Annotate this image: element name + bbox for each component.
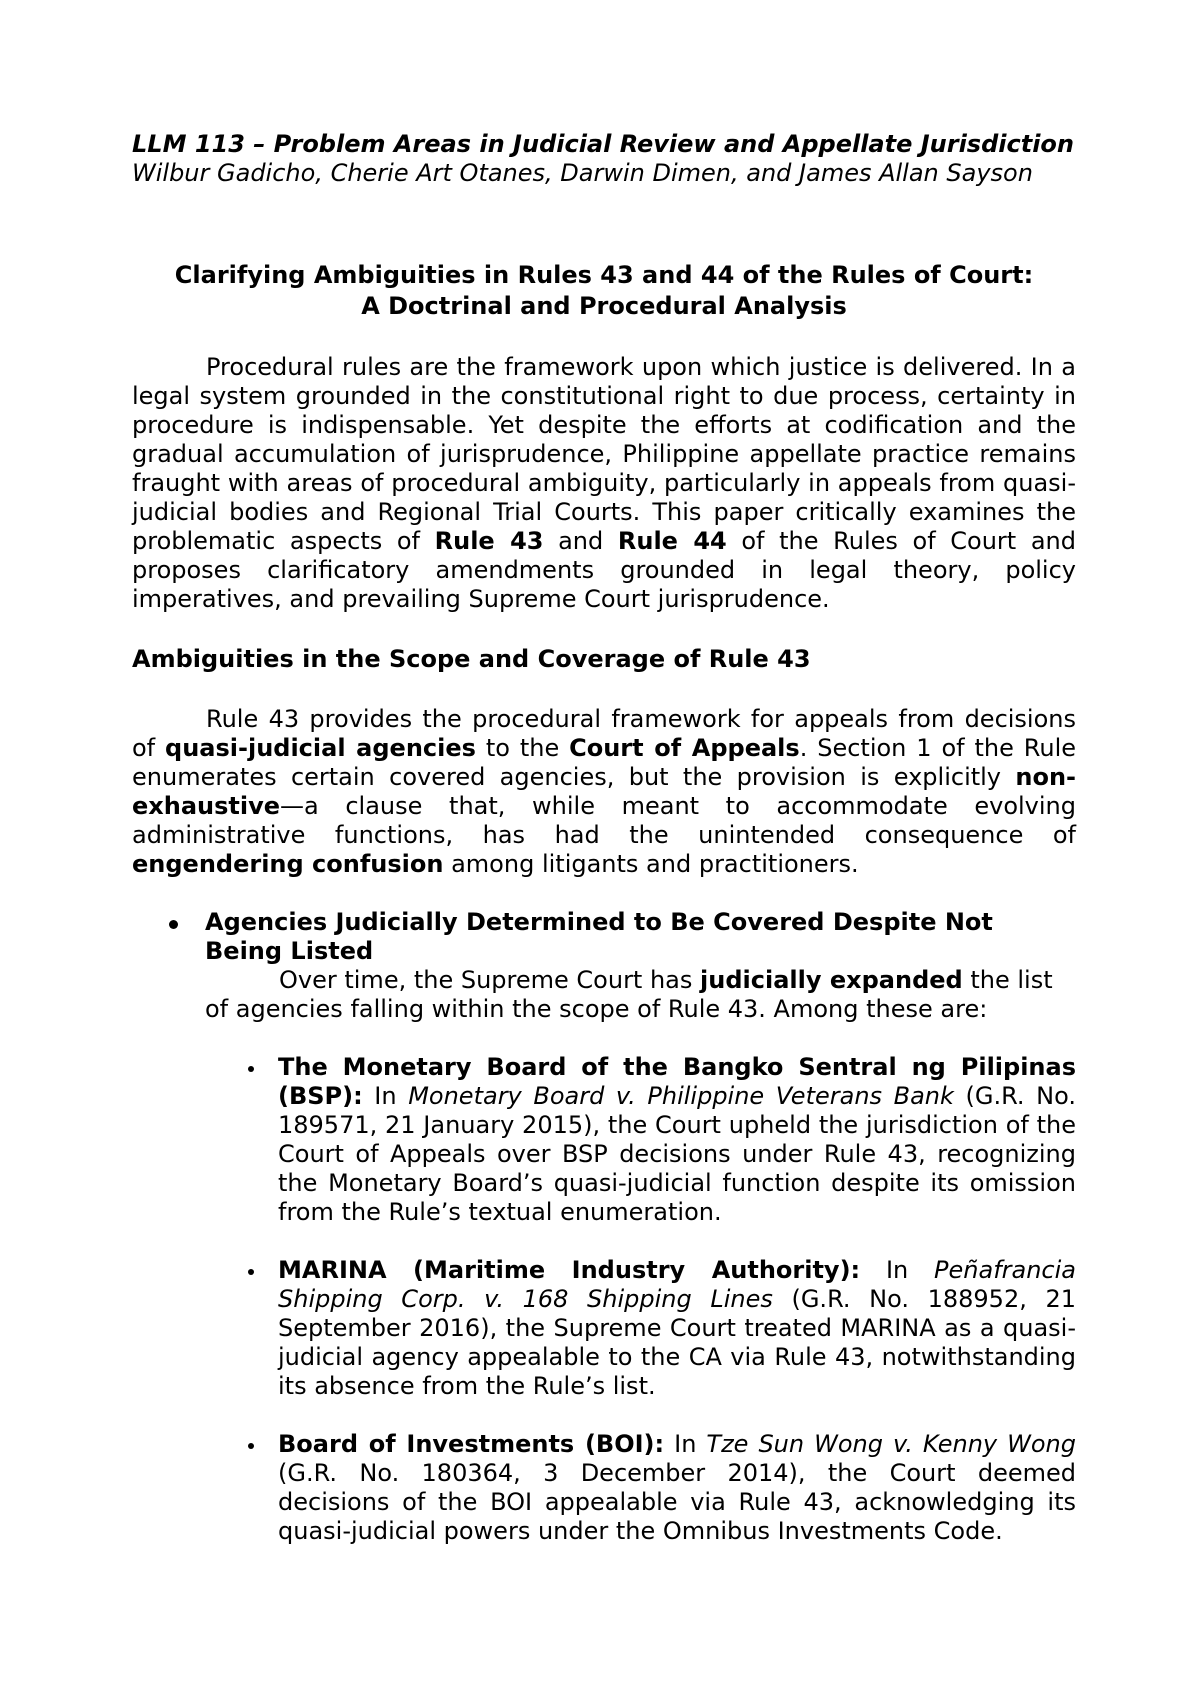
section-heading: Ambiguities in the Scope and Coverage of Rule 43 (132, 645, 811, 673)
intro-text-2: and (543, 527, 618, 555)
paper-title (132, 260, 1076, 322)
section-text-1: Rule 43 provides the procedural framework for appeals from decisions of (132, 705, 1076, 762)
case-name: Monetary Board v. Philippine Veterans Bank (408, 1082, 954, 1110)
paper-title-line-2: A Doctrinal and Procedural Analysis (361, 292, 847, 320)
intro-bold-rule44: Rule 44 (617, 527, 727, 555)
bullet-text-2: the list of agencies falling within the scope of Rule 43. Among these are: (205, 966, 1053, 1023)
sub-bullet-dot-icon (248, 1269, 254, 1275)
agency-name: The Monetary Board of the Bangko Sentral ng Pilipinas (BSP): (278, 1053, 1076, 1110)
agency-text-1: In (664, 1430, 707, 1458)
bullet-dot-icon (169, 920, 178, 929)
agency-text-2: (G.R. No. 188952, 21 September 2016), the Supreme Court treated MARINA as a quasi-judicial agency appealable to the CA via Rule 43, notwithstanding its absence from the Rule’s list. (278, 1285, 1076, 1400)
agency-text-1: In (860, 1256, 935, 1284)
agency-item-bsp (278, 1053, 1076, 1227)
sub-bullet-dot-icon (248, 1066, 254, 1072)
bullet-text-1: Over time, the Supreme Court has (279, 966, 701, 994)
sub-bullet-dot-icon (248, 1443, 254, 1449)
intro-bold-rule43: Rule 43 (434, 527, 544, 555)
agency-item-boi (278, 1430, 1076, 1546)
paper-title-line-1: Clarifying Ambiguities in Rules 43 and 44 of the Rules of Court: (174, 261, 1034, 289)
section-bold-3: non-exhaustive (132, 763, 1076, 820)
bullet-item (205, 908, 1076, 1546)
bullet-heading: Agencies Judicially Determined to Be Covered Despite Not Being Listed (205, 908, 993, 965)
case-name: Peñafrancia Shipping Corp. v. 168 Shipping Lines (278, 1256, 1076, 1313)
bullet-body (205, 966, 1076, 1024)
intro-text-3: of the Rules of Court and proposes clarificatory amendments grounded in legal theory, policy imperatives, and prevailing Supreme Court jurisprudence. (132, 527, 1076, 613)
bullet-list (132, 908, 1076, 1546)
section-text-5: among litigants and practitioners. (443, 850, 859, 878)
section-text-2: to the (475, 734, 570, 762)
section-bold-4: engendering confusion (132, 850, 444, 878)
section-text-4: —a clause that, while meant to accommodate evolving administrative functions, has had the unintended consequence of (132, 792, 1076, 849)
agency-list (205, 1053, 1076, 1546)
case-name: Tze Sun Wong v. Kenny Wong (706, 1430, 1076, 1458)
agency-text-2: (G.R. No. 189571, 21 January 2015), the Court upheld the jurisdiction of the Court of Appeals over BSP decisions under Rule 43, recognizing the Monetary Board’s quasi-judicial function despite its omission from the Rule’s textual enumeration. (278, 1082, 1077, 1226)
intro-text-1: Procedural rules are the framework upon which justice is delivered. In a legal system grounded in the constitutional right to due process, certainty in procedure is indispensable. Yet despite the efforts at codification and the gradual accumulation of jurisprudence, Philippine appellate practice remains fraught with areas of procedural ambiguity, particularly in appeals from quasi-judicial bodies and Regional Trial Courts. This paper critically examines the problematic aspects of (132, 353, 1076, 555)
agency-text-1: In (362, 1082, 409, 1110)
agency-item-marina (278, 1256, 1076, 1401)
agency-name: MARINA (Maritime Industry Authority): (278, 1256, 861, 1284)
section-bold-1: quasi-judicial agencies (165, 734, 476, 762)
intro-paragraph (132, 353, 1076, 614)
authors-line: Wilbur Gadicho, Cherie Art Otanes, Darwin Dimen, and James Allan Sayson (132, 159, 1033, 187)
agency-name: Board of Investments (BOI): (278, 1430, 665, 1458)
section-text-3: . Section 1 of the Rule enumerates certain covered agencies, but the provision is explicitly (132, 734, 1076, 791)
section-paragraph (132, 705, 1076, 879)
document-body (132, 130, 1076, 1575)
course-title: LLM 113 – Problem Areas in Judicial Review and Appellate Jurisdiction (132, 130, 1074, 158)
agency-text-2: (G.R. No. 180364, 3 December 2014), the Court deemed decisions of the BOI appealable via Rule 43, acknowledging its quasi-judicial powers under the Omnibus Investments Code. (278, 1459, 1076, 1545)
section-bold-2: Court of Appeals (569, 734, 800, 762)
bullet-bold-1: judicially expanded (700, 966, 963, 994)
